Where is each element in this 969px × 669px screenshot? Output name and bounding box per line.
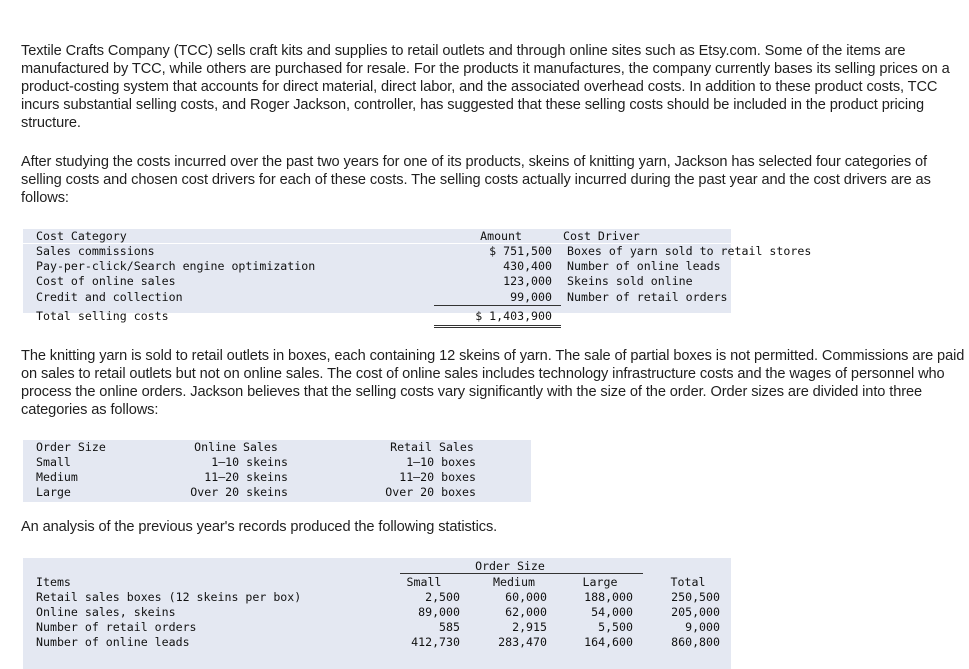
order-size-label: Large xyxy=(36,485,71,499)
online-sales-range: 11–20 skeins xyxy=(204,470,288,484)
stats-large-value: 188,000 xyxy=(584,590,633,604)
stats-large-value: 54,000 xyxy=(591,605,633,619)
cost-driver: Skeins sold online xyxy=(567,274,693,288)
cost-driver: Number of retail orders xyxy=(567,290,728,304)
intro-paragraph-1: Textile Crafts Company (TCC) sells craft kits and supplies to retail outlets and through online sites such as Etsy.com. Some of the items are manufactured by TCC, while others are purchased for resale. For the products it manufactures, the company currently bases its selling prices on a product-costing system that accounts for direct material, direct labor, and the associated overhead costs. In addition to these product costs, TCC incurs substantial selling costs, and Roger Jackson, controller, has suggested that these selling costs should be included in the product pricing structure. xyxy=(21,43,950,131)
cost-table-row xyxy=(0,290,969,305)
cost-category: Credit and collection xyxy=(36,290,183,304)
stats-total-value: 9,000 xyxy=(685,620,720,634)
retail-sales-range: 1–10 boxes xyxy=(406,455,476,469)
items-header: Items xyxy=(36,575,71,589)
cost-table-row xyxy=(0,274,969,289)
medium-header: Medium xyxy=(493,575,535,589)
order-size-row xyxy=(0,470,969,485)
cost-category: Pay-per-click/Search engine optimization xyxy=(36,259,316,273)
cost-amount: $ 751,500 xyxy=(489,244,552,258)
amount-header: Amount xyxy=(480,229,522,243)
stats-medium-value: 2,915 xyxy=(512,620,547,634)
stats-header-row xyxy=(0,575,969,590)
order-size-label: Small xyxy=(36,455,71,469)
online-sales-header: Online Sales xyxy=(194,440,278,454)
subtotal-rule xyxy=(434,305,561,306)
cost-driver: Boxes of yarn sold to retail stores xyxy=(567,244,812,258)
stats-total-value: 205,000 xyxy=(671,605,720,619)
stats-large-value: 164,600 xyxy=(584,635,633,649)
cost-table-row xyxy=(0,259,969,274)
stats-medium-value: 283,470 xyxy=(498,635,547,649)
stats-medium-value: 62,000 xyxy=(505,605,547,619)
stats-item-label: Number of online leads xyxy=(36,635,190,649)
order-size-row xyxy=(0,455,969,470)
cost-table-header-row xyxy=(0,229,969,244)
cost-amount: 430,400 xyxy=(503,259,552,273)
intro-paragraph-4: An analysis of the previous year's records produced the following statistics. xyxy=(21,519,498,535)
retail-sales-header: Retail Sales xyxy=(390,440,474,454)
cost-category-header: Cost Category xyxy=(36,229,127,243)
cost-table-total-row xyxy=(0,309,969,324)
stats-total-value: 860,800 xyxy=(671,635,720,649)
cost-driver: Number of online leads xyxy=(567,259,721,273)
group-header-rule xyxy=(400,573,643,574)
total-double-rule-top xyxy=(434,325,561,326)
retail-sales-range: Over 20 boxes xyxy=(385,485,476,499)
stats-row xyxy=(0,590,969,605)
intro-paragraph-3: The knitting yarn is sold to retail outlets in boxes, each containing 12 skeins of yarn. The sale of partial boxes is not permitted. Commissions are paid on sales to retail outlets but not on online sales. The cost of online sales includes technology infrastructure costs and the wages of personnel who process the online orders. Jackson believes that the selling costs vary significantly with the size of the order. Order sizes are divided into three categories as follows: xyxy=(21,348,965,418)
stats-medium-value: 60,000 xyxy=(505,590,547,604)
order-size-group-header: Order Size xyxy=(475,559,545,573)
order-size-header: Order Size xyxy=(36,440,106,454)
online-sales-range: 1–10 skeins xyxy=(211,455,288,469)
cost-category: Sales commissions xyxy=(36,244,155,258)
total-double-rule-bottom xyxy=(434,327,561,328)
stats-item-label: Retail sales boxes (12 skeins per box) xyxy=(36,590,302,604)
order-size-header-row xyxy=(0,440,969,455)
total-selling-costs-label: Total selling costs xyxy=(36,309,169,323)
online-sales-range: Over 20 skeins xyxy=(190,485,288,499)
stats-row xyxy=(0,620,969,635)
cost-driver-header: Cost Driver xyxy=(563,229,640,243)
stats-small-value: 2,500 xyxy=(425,590,460,604)
stats-small-value: 585 xyxy=(439,620,460,634)
stats-large-value: 5,500 xyxy=(598,620,633,634)
stats-total-value: 250,500 xyxy=(671,590,720,604)
cost-category: Cost of online sales xyxy=(36,274,176,288)
order-size-row xyxy=(0,485,969,500)
cost-table-row xyxy=(0,244,969,259)
stats-small-value: 89,000 xyxy=(418,605,460,619)
total-header: Total xyxy=(670,575,706,589)
stats-item-label: Number of retail orders xyxy=(36,620,197,634)
large-header: Large xyxy=(582,575,618,589)
order-size-label: Medium xyxy=(36,470,78,484)
stats-small-value: 412,730 xyxy=(411,635,460,649)
stats-row xyxy=(0,605,969,620)
stats-group-header-row xyxy=(0,559,969,574)
stats-item-label: Online sales, skeins xyxy=(36,605,176,619)
total-selling-costs-amount: $ 1,403,900 xyxy=(475,309,552,323)
intro-paragraph-2: After studying the costs incurred over the past two years for one of its products, skeins of knitting yarn, Jackson has selected four categories of selling costs and chosen cost drivers for each of these costs. The selling costs actually incurred during the past year and the cost drivers are as follows: xyxy=(21,154,931,206)
cost-amount: 99,000 xyxy=(510,290,552,304)
retail-sales-range: 11–20 boxes xyxy=(399,470,476,484)
stats-row xyxy=(0,635,969,650)
cost-amount: 123,000 xyxy=(503,274,552,288)
small-header: Small xyxy=(406,575,442,589)
